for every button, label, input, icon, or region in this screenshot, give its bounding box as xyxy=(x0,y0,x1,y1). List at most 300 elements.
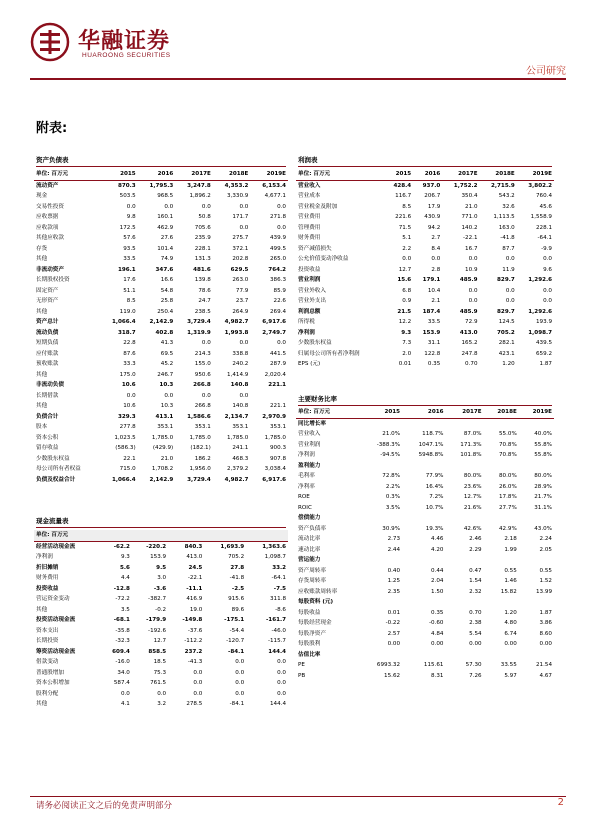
table-row xyxy=(34,563,288,574)
cell-value: 3.2 xyxy=(157,701,167,707)
cell-value: 2.05 xyxy=(539,546,552,553)
cell-value: -62.2 xyxy=(113,543,130,550)
company-name-cn: 华融证券 xyxy=(78,29,171,54)
cell-value: 12.2 xyxy=(398,319,412,325)
footer-disclaimer: 请务必阅读正文之后的免责声明部分 xyxy=(36,801,173,811)
cell-value: 221.1 xyxy=(268,382,286,388)
row-label: PB xyxy=(298,672,306,679)
cell-value: 1047.1% xyxy=(418,441,444,448)
cell-value: 10.6 xyxy=(121,382,136,388)
cell-value: 2.57 xyxy=(387,630,401,637)
row-label: 留存收益 xyxy=(36,445,59,451)
table-row xyxy=(296,233,554,244)
table-row xyxy=(296,534,554,545)
cell-value: 0.47 xyxy=(469,567,482,574)
unit-label: 单位: 百万元 xyxy=(34,530,99,541)
cell-value: 705.2 xyxy=(228,554,245,560)
table-row xyxy=(296,650,554,661)
cell-value xyxy=(484,555,519,566)
table-row xyxy=(296,639,554,650)
cell-value: 21.0% xyxy=(382,431,401,437)
cell-value: 25.8 xyxy=(160,298,174,304)
table-row xyxy=(296,202,554,213)
cell-value: -64.1 xyxy=(271,575,286,581)
cell-value: -7.5 xyxy=(273,585,286,592)
cell-value: 6,917.6 xyxy=(262,476,286,483)
table-row xyxy=(34,454,288,465)
table-row xyxy=(296,349,554,360)
cell-value: 235.9 xyxy=(194,235,211,241)
row-label: 股利分配 xyxy=(36,690,59,697)
table-row xyxy=(34,636,288,647)
cell-value: 116.7 xyxy=(395,193,412,199)
cell-value: 6.74 xyxy=(504,630,517,637)
cell-value xyxy=(402,461,445,472)
cell-value: 87.7 xyxy=(502,245,515,252)
cell-value: 347.6 xyxy=(155,266,174,273)
cell-value: 265.0 xyxy=(269,256,286,262)
cell-value xyxy=(519,650,554,661)
cell-value: -16.0 xyxy=(115,659,130,665)
cell-value: 413.1 xyxy=(155,413,174,420)
table-row xyxy=(34,657,288,668)
cell-value: 0.0 xyxy=(235,669,245,676)
table-row xyxy=(34,475,288,486)
row-label: 其他 xyxy=(36,256,48,262)
table-row xyxy=(296,471,554,482)
cell-value: 353.1 xyxy=(232,424,249,430)
cell-value: 6,917.6 xyxy=(262,319,286,325)
cell-value: 1,693.9 xyxy=(220,543,245,550)
cell-value: 160.1 xyxy=(157,214,174,220)
cell-value: 1,795.3 xyxy=(149,182,174,189)
cell-value: 22.8 xyxy=(123,340,136,346)
cell-value: 31.1 xyxy=(427,340,441,346)
cell-value: 277.8 xyxy=(119,424,136,430)
ratios-title: 主要财务比率 xyxy=(298,394,552,406)
cell-value: -84.1 xyxy=(229,701,245,707)
row-label: PE xyxy=(298,662,305,668)
row-label: 流动负债 xyxy=(36,329,59,336)
row-label: 净利润 xyxy=(298,452,315,458)
cell-value: 0.0 xyxy=(164,203,174,210)
cell-value: 21.6% xyxy=(463,504,482,511)
table-row xyxy=(296,359,554,370)
row-label: 营业税金及附加 xyxy=(298,203,338,210)
cell-value: 271.8 xyxy=(269,214,286,220)
cell-value: 33.3 xyxy=(123,361,136,367)
cell-value: 1,586.6 xyxy=(187,413,211,420)
table-row xyxy=(34,678,288,689)
cell-value: 287.9 xyxy=(269,361,286,367)
cell-value: -0.60 xyxy=(429,620,444,626)
cell-value: 0.0 xyxy=(505,298,515,304)
cell-value: 2.73 xyxy=(387,536,401,542)
cell-value: 1.50 xyxy=(431,588,444,595)
cell-value: 2,142.9 xyxy=(149,476,174,483)
cell-value: -35.8 xyxy=(115,627,130,634)
cell-value: 1.99 xyxy=(504,546,517,553)
row-label: 净利率 xyxy=(298,483,315,490)
row-label: 估值比率 xyxy=(298,651,321,658)
cell-value: 1,098.7 xyxy=(264,554,286,560)
cell-value: 0.0 xyxy=(126,392,136,399)
row-label: 其他 xyxy=(36,308,48,315)
table-row xyxy=(296,328,554,339)
table-row xyxy=(34,244,288,255)
cell-value: -2.5 xyxy=(231,585,245,592)
year-header: 2019E xyxy=(517,169,554,180)
cell-value: -84.1 xyxy=(228,648,245,655)
appendix-title: 附表: xyxy=(36,121,68,136)
cell-value xyxy=(484,597,519,608)
row-label: 每股收益 xyxy=(298,609,321,616)
cell-value: 1,956.0 xyxy=(189,466,211,472)
table-row xyxy=(296,555,554,566)
year-header xyxy=(204,530,246,541)
company-name-en: HUAROONG SECURITIES xyxy=(82,52,171,59)
table-row xyxy=(296,587,554,598)
cell-value: 6,153.4 xyxy=(262,182,286,189)
cell-value: 0.0 xyxy=(468,256,478,262)
cell-value: -11.1 xyxy=(186,585,203,592)
cell-value: 26.0% xyxy=(499,483,517,490)
cell-value: 311.8 xyxy=(269,596,286,602)
cell-value: 122.8 xyxy=(424,350,441,357)
row-label: 借款变动 xyxy=(36,659,59,665)
row-label: 营业收入 xyxy=(298,431,321,437)
cell-value: 87.6 xyxy=(123,350,136,357)
row-label: 资本公积 xyxy=(36,434,59,441)
row-label: 营业利润 xyxy=(298,441,321,448)
cell-value: 4.46 xyxy=(431,536,444,542)
cell-value: 3,802.2 xyxy=(528,182,552,189)
cell-value: -112.2 xyxy=(184,638,203,644)
cell-value: 0.0 xyxy=(277,680,286,686)
cell-value: 140.8 xyxy=(230,382,249,388)
cell-value: 5.1 xyxy=(402,235,412,241)
table-row xyxy=(296,317,554,328)
cell-value: 0.40 xyxy=(387,567,401,574)
cell-value: 609.4 xyxy=(112,648,130,655)
cell-value: 10.3 xyxy=(160,403,174,409)
cell-value: 24.7 xyxy=(198,298,211,304)
table-row xyxy=(296,450,554,461)
cell-value: 33.2 xyxy=(272,564,286,571)
cell-value: 1,993.8 xyxy=(224,329,249,336)
cell-value: 22.1 xyxy=(123,455,136,462)
row-label: 每股资料 (元) xyxy=(298,599,334,605)
cell-value: 8.4 xyxy=(431,245,441,252)
row-label: 净利润 xyxy=(36,554,53,560)
table-header-row xyxy=(34,169,288,180)
table-row xyxy=(34,380,288,391)
cell-value: 94.2 xyxy=(427,224,441,231)
cell-value: 950.6 xyxy=(194,371,211,378)
cell-value: 206.7 xyxy=(424,193,441,199)
cell-value: 0.0 xyxy=(277,690,286,697)
row-label: 经营活动现金流 xyxy=(36,543,76,550)
cell-value: 165.2 xyxy=(461,340,478,346)
cell-value: 1.52 xyxy=(539,578,552,584)
row-label: 负债及权益合计 xyxy=(36,476,76,483)
row-label: 非流动负债 xyxy=(36,382,64,388)
cell-value: 2,715.9 xyxy=(491,182,515,189)
cell-value: 2.8 xyxy=(431,266,441,273)
table-row xyxy=(34,349,288,360)
year-header: 2015 xyxy=(384,169,413,180)
table-row xyxy=(296,429,554,440)
cell-value: 2.38 xyxy=(469,620,482,626)
row-label: 应收账款周转率 xyxy=(298,588,338,595)
cell-value: 0.0 xyxy=(277,340,286,346)
row-label: 交易性投资 xyxy=(36,203,64,210)
unit-label: 单位: 百万元 xyxy=(296,407,361,418)
table-row xyxy=(34,552,288,563)
table-header-row xyxy=(34,530,288,541)
cell-value xyxy=(484,650,519,661)
cell-value: 10.4 xyxy=(427,287,441,294)
cell-value: 6.8 xyxy=(402,287,412,294)
row-label: 无形资产 xyxy=(36,298,59,304)
cell-value xyxy=(402,418,445,429)
cell-value: 41.3 xyxy=(160,340,174,346)
cell-value: 0.00 xyxy=(469,641,482,647)
cell-value: -46.0 xyxy=(271,627,286,634)
cell-value: 57.6 xyxy=(123,235,136,241)
row-label: 其他应收款 xyxy=(36,235,64,241)
cell-value: 840.3 xyxy=(184,543,203,550)
cell-value: 93.5 xyxy=(123,245,136,252)
row-label: 固定资产 xyxy=(36,287,59,294)
table-header-row xyxy=(296,407,554,418)
cell-value: 241.1 xyxy=(232,445,249,451)
year-header: 2015 xyxy=(361,407,402,418)
row-label: 所得税 xyxy=(298,319,315,325)
cell-value xyxy=(446,650,484,661)
cell-value: 829.7 xyxy=(497,308,515,315)
row-label: 资产负债率 xyxy=(298,525,326,532)
cell-value xyxy=(361,513,402,524)
table-header-row xyxy=(296,169,554,180)
cell-value: 13.99 xyxy=(535,588,552,595)
row-label: 其他 xyxy=(36,403,48,409)
cell-value: 1.20 xyxy=(502,361,515,367)
cell-value: 71.5 xyxy=(398,224,412,231)
cell-value: 968.5 xyxy=(157,193,174,199)
year-header: 2016 xyxy=(413,169,442,180)
cell-value: 761.5 xyxy=(150,680,167,686)
cell-value xyxy=(446,461,484,472)
cell-value: 246.7 xyxy=(157,371,174,378)
row-label: 管理费用 xyxy=(298,224,321,231)
cell-value: 0.0 xyxy=(120,690,130,697)
cell-value: 214.3 xyxy=(194,350,211,357)
row-label: 利润总额 xyxy=(298,308,321,315)
cell-value: 10.6 xyxy=(123,403,136,409)
cell-value: 1,785.0 xyxy=(189,434,211,441)
cell-value: 69.5 xyxy=(160,350,174,357)
table-row xyxy=(34,338,288,349)
row-label: 其他 xyxy=(36,371,48,378)
cell-value xyxy=(446,597,484,608)
cell-value: 1,292.6 xyxy=(528,277,552,283)
cell-value: -0.2 xyxy=(155,606,167,613)
cell-value: (182.1) xyxy=(190,445,211,451)
row-label: 营运资金变动 xyxy=(36,596,70,602)
cell-value: 228.1 xyxy=(194,245,211,252)
cell-value: 5.6 xyxy=(119,564,130,571)
cell-value: 221.1 xyxy=(269,403,286,409)
cell-value: -64.1 xyxy=(537,235,552,241)
row-label: 预收账款 xyxy=(36,361,59,367)
cell-value: 587.4 xyxy=(113,680,130,686)
cell-value: 1,066.4 xyxy=(111,476,136,483)
cell-value: 22.6 xyxy=(273,298,286,304)
cell-value xyxy=(402,513,445,524)
cell-value: 3.86 xyxy=(539,620,552,626)
cell-value: 1,752.2 xyxy=(453,182,478,189)
cell-value: 54.8 xyxy=(160,287,174,294)
cell-value: 275.7 xyxy=(232,235,249,241)
cell-value: -41.3 xyxy=(187,659,203,665)
page-header xyxy=(30,14,566,84)
cell-value: 2.2 xyxy=(402,245,412,252)
cell-value: 0.0 xyxy=(193,680,203,686)
cell-value: 19.3% xyxy=(425,525,444,532)
cell-value: 2,749.7 xyxy=(262,329,286,336)
table-row xyxy=(34,433,288,444)
cell-value: 70.8% xyxy=(499,441,517,448)
cell-value: 0.0 xyxy=(505,287,515,294)
cell-value: -41.8 xyxy=(500,235,515,241)
table-row xyxy=(34,328,288,339)
cell-value: 0.0 xyxy=(157,690,167,697)
cell-value: 80.0% xyxy=(534,473,552,479)
cell-value: 266.8 xyxy=(193,382,211,388)
cell-value: 0.44 xyxy=(431,567,444,574)
cell-value: 4.80 xyxy=(504,620,517,626)
row-label: ROIC xyxy=(298,504,312,511)
cell-value: -32.3 xyxy=(115,638,130,644)
cell-value: 1,558.9 xyxy=(530,214,552,220)
cell-value: -192.6 xyxy=(148,627,167,634)
cell-value: 8.5 xyxy=(402,203,412,210)
table-row xyxy=(34,573,288,584)
cell-value: -12.8 xyxy=(113,585,130,592)
table-row xyxy=(34,296,288,307)
cell-value: 16.4% xyxy=(425,483,444,490)
cell-value: 2,020.4 xyxy=(264,371,286,378)
cell-value xyxy=(361,418,402,429)
cell-value: 1,363.6 xyxy=(262,543,286,550)
cell-value: 3,038.4 xyxy=(264,466,286,472)
cell-value: 263.0 xyxy=(232,277,249,283)
row-label: 应收款项 xyxy=(36,224,59,231)
cell-value: 659.2 xyxy=(535,350,552,357)
table-row xyxy=(296,418,554,429)
row-label: 投资活动现金流 xyxy=(36,617,76,623)
cell-value: 2.35 xyxy=(387,588,401,595)
row-label: 普通股增加 xyxy=(36,669,64,676)
cell-value: 16.6 xyxy=(160,277,174,283)
year-header: 2015 xyxy=(100,169,138,180)
table-row xyxy=(296,503,554,514)
cell-value: 1,319.9 xyxy=(187,329,211,336)
cell-value: 238.5 xyxy=(194,308,211,315)
cell-value: 57.30 xyxy=(465,662,482,668)
cell-value: 31.1% xyxy=(534,504,552,511)
cell-value: 439.9 xyxy=(269,235,286,241)
row-label: 资本公积增加 xyxy=(36,680,70,686)
cell-value: 0.9 xyxy=(402,298,412,304)
cell-value: 870.3 xyxy=(117,182,136,189)
cell-value: 140.8 xyxy=(232,403,249,409)
cell-value: 0.0 xyxy=(239,224,249,231)
cell-value: 5948.8% xyxy=(418,452,444,458)
table-row xyxy=(34,584,288,595)
cell-value: 3,330.9 xyxy=(227,193,249,199)
table-row xyxy=(296,524,554,535)
cell-value: 8.5 xyxy=(126,298,136,304)
table-row xyxy=(34,359,288,370)
row-label: 现金 xyxy=(36,193,48,199)
cell-value: 1,098.7 xyxy=(528,329,552,336)
cell-value: 0.0 xyxy=(239,340,249,346)
year-header: 2018E xyxy=(213,169,251,180)
cell-value: 937.0 xyxy=(422,182,441,189)
cell-value: 77.9% xyxy=(425,473,444,479)
row-label: 少数股东权益 xyxy=(298,340,332,346)
cell-value: 0.35 xyxy=(427,361,441,367)
cell-value: 179.1 xyxy=(422,277,441,283)
cell-value: 0.00 xyxy=(504,641,517,647)
cell-value: 915.6 xyxy=(228,596,245,602)
cell-value: 0.0 xyxy=(543,298,552,304)
cell-value: 15.62 xyxy=(384,672,401,679)
table-row xyxy=(296,608,554,619)
cell-value: 629.5 xyxy=(230,266,249,273)
row-label: 流动资产 xyxy=(36,182,59,189)
table-row xyxy=(34,422,288,433)
table-row xyxy=(34,647,288,658)
year-header: 2017E xyxy=(175,169,213,180)
row-label: 财务费用 xyxy=(298,235,321,241)
table-row xyxy=(296,482,554,493)
cell-value: 70.8% xyxy=(499,452,517,458)
cell-value: 900.3 xyxy=(269,445,286,451)
cell-value: 485.9 xyxy=(459,277,478,283)
cell-value: 2.32 xyxy=(469,588,482,595)
cell-value: 50.8 xyxy=(198,214,211,220)
footer-divider xyxy=(30,796,566,797)
year-header: 2018E xyxy=(484,407,519,418)
cell-value: 2,970.9 xyxy=(262,413,286,420)
cell-value xyxy=(361,461,402,472)
cell-value: 353.1 xyxy=(269,424,286,430)
cell-value: 193.9 xyxy=(535,319,552,325)
cell-value: 0.0 xyxy=(201,203,211,210)
cell-value: 1,785.0 xyxy=(151,434,174,441)
cell-value: 8.31 xyxy=(431,672,444,679)
row-label: 归属母公司所有者净利润 xyxy=(298,350,360,357)
cell-value: 2,142.9 xyxy=(149,319,174,325)
table-row xyxy=(34,464,288,475)
cell-value: 30.9% xyxy=(382,525,401,532)
cell-value: 118.7% xyxy=(422,431,444,437)
table-row xyxy=(296,244,554,255)
cell-value: 0.0 xyxy=(468,298,478,304)
